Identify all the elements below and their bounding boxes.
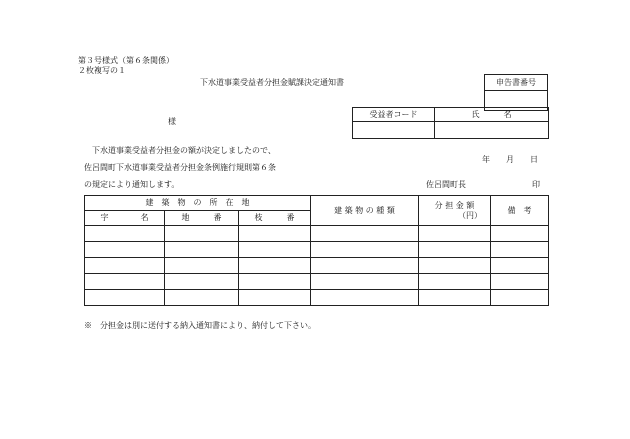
notice-line-3: の規定により通知します。 [84,180,180,189]
recipient-name-label: 氏 名 [435,108,549,122]
notes-header: 備 考 [491,196,549,226]
chiban-header: 地 番 [165,211,239,226]
chiban-cell[interactable] [165,258,239,274]
building-type-cell[interactable] [311,290,419,306]
amount-cell[interactable] [419,226,491,242]
table-row [85,258,549,274]
notes-cell[interactable] [491,274,549,290]
chiban-cell[interactable] [165,290,239,306]
recipient-code-label: 受益者コード [353,108,435,122]
edaban-cell[interactable] [239,274,311,290]
footer-note: ※ 分担金は別に送付する納入通知書により、納付して下さい。 [84,321,316,330]
notes-cell[interactable] [491,226,549,242]
recipient-code-field[interactable] [353,122,435,139]
chiban-cell[interactable] [165,226,239,242]
edaban-cell[interactable] [239,242,311,258]
recipient-name-field[interactable] [435,122,549,139]
notice-line-1: 下水道事業受益者分担金の額が決定しましたので、 [92,146,276,155]
amount-header-label: 分 担 金 額 [434,200,475,210]
building-type-cell[interactable] [311,258,419,274]
building-type-cell[interactable] [311,274,419,290]
document-title: 下水道事業受益者分担金賦課決定通知書 [200,78,344,87]
amount-header-unit: （円） [458,210,482,220]
table-row [85,290,549,306]
seal-mark: 印 [532,180,540,189]
copy-note: ２枚複写の１ [78,66,126,75]
edaban-header: 枝 番 [239,211,311,226]
table-row [85,226,549,242]
assessment-table [84,195,549,306]
table-row [85,242,549,258]
notice-line-2: 佐呂間町下水道事業受益者分担金条例施行規則第６条 [84,163,276,172]
location-header: 建 築 物 の 所 在 地 [85,196,311,211]
table-row [85,274,549,290]
recipient-honorific: 様 [168,117,176,126]
notice-date: 年 月 日 [482,155,538,164]
aza-cell[interactable] [85,226,165,242]
edaban-cell[interactable] [239,226,311,242]
issuer-name: 佐呂間町長 [426,180,466,189]
edaban-cell[interactable] [239,290,311,306]
building-type-header: 建 築 物 の 種 類 [311,196,419,226]
aza-cell[interactable] [85,274,165,290]
notes-cell[interactable] [491,290,549,306]
aza-cell[interactable] [85,290,165,306]
aza-header: 字 名 [85,211,165,226]
amount-header [419,196,491,226]
application-number-box [484,74,548,111]
aza-cell[interactable] [85,258,165,274]
amount-cell[interactable] [419,258,491,274]
aza-cell[interactable] [85,242,165,258]
building-type-cell[interactable] [311,226,419,242]
form-number: 第３号様式（第６条関係） [78,56,174,65]
notes-cell[interactable] [491,258,549,274]
amount-cell[interactable] [419,242,491,258]
building-type-cell[interactable] [311,242,419,258]
chiban-cell[interactable] [165,274,239,290]
notes-cell[interactable] [491,242,549,258]
amount-cell[interactable] [419,290,491,306]
amount-cell[interactable] [419,274,491,290]
application-number-label: 申告書番号 [485,75,548,91]
chiban-cell[interactable] [165,242,239,258]
edaban-cell[interactable] [239,258,311,274]
recipient-box [352,107,549,139]
